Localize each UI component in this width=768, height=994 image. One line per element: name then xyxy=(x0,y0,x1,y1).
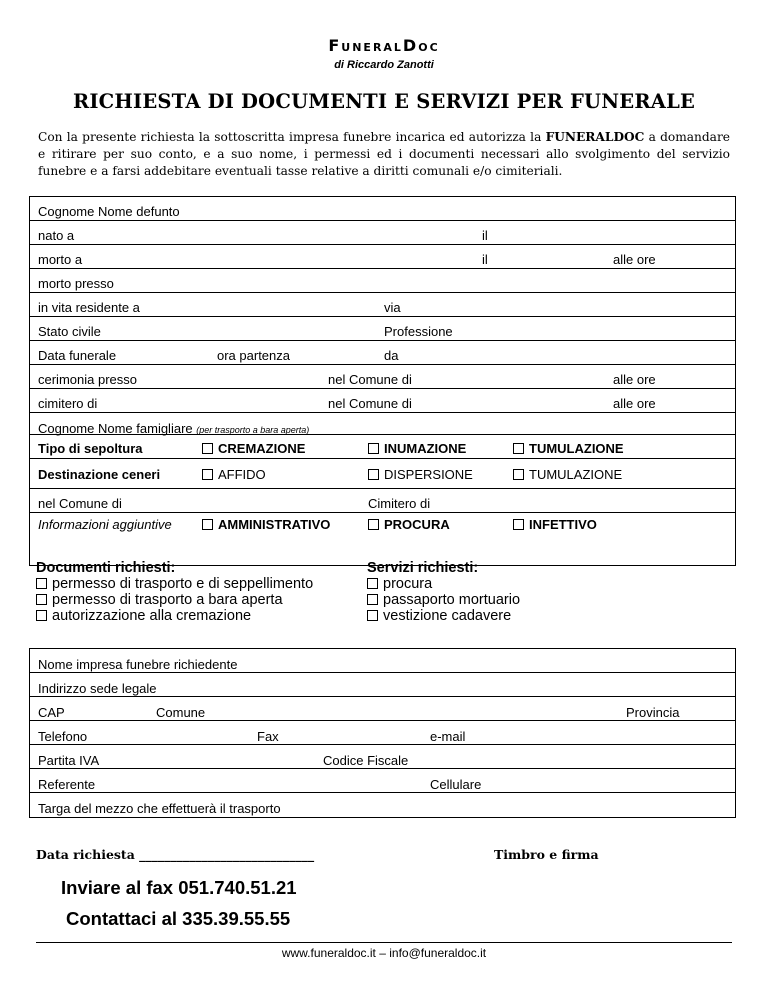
documento-label: permesso di trasporto a bara aperta xyxy=(52,592,283,608)
row-nato xyxy=(30,221,735,245)
checkbox-infettivo[interactable] xyxy=(513,518,597,531)
checkbox-dispersione[interactable] xyxy=(368,468,473,481)
fax-contact: Inviare al fax 051.740.51.21 xyxy=(61,877,297,898)
label-codice-fiscale: Codice Fiscale xyxy=(323,753,409,768)
label-nel-comune: nel Comune di xyxy=(38,496,122,511)
checkbox-icon xyxy=(202,443,213,454)
checkbox-icon xyxy=(513,519,524,530)
label-referente: Referente xyxy=(38,777,96,792)
dispersione-label: DISPERSIONE xyxy=(384,467,473,482)
brand-subtitle: di Riccardo Zanotti xyxy=(334,59,434,71)
page-title: RICHIESTA DI DOCUMENTI E SERVIZI PER FUNERALE xyxy=(72,90,696,113)
label-email: e-mail xyxy=(430,729,466,744)
cremazione-label: CREMAZIONE xyxy=(218,441,306,456)
checkbox-procura[interactable] xyxy=(368,518,450,531)
checkbox-icon xyxy=(202,469,213,480)
row-cap xyxy=(30,697,735,721)
label-tipo-sepoltura: Tipo di sepoltura xyxy=(38,441,143,456)
row-nome-impresa xyxy=(30,649,735,673)
row-morto xyxy=(30,245,735,269)
row-indirizzo xyxy=(30,673,735,697)
phone-contact: Contattaci al 335.39.55.55 xyxy=(66,908,291,929)
procura-label: PROCURA xyxy=(384,517,450,532)
data-richiesta-line: ____________________________ xyxy=(139,847,315,862)
checkbox-icon xyxy=(202,519,213,530)
label-il: il xyxy=(482,252,488,267)
label-nel-comune: nel Comune di xyxy=(328,372,412,387)
label-famigliare xyxy=(38,422,309,435)
checkbox-icon xyxy=(36,594,47,605)
label-via: via xyxy=(384,300,401,315)
label-cerimonia-presso: cerimonia presso xyxy=(38,372,137,387)
label-professione: Professione xyxy=(384,324,453,339)
row-cerimonia xyxy=(30,365,735,389)
label-informazioni-aggiuntive: Informazioni aggiuntive xyxy=(38,517,172,532)
checkbox-icon xyxy=(36,578,47,589)
label-nel-comune: nel Comune di xyxy=(328,396,412,411)
checkbox-inumazione[interactable] xyxy=(368,442,466,455)
label-fax: Fax xyxy=(257,729,279,744)
servizi-section xyxy=(367,560,520,624)
label-il: il xyxy=(482,228,488,243)
checkbox-icon xyxy=(513,443,524,454)
checkbox-affido[interactable] xyxy=(202,468,266,481)
row-stato-civile xyxy=(30,317,735,341)
documenti-section xyxy=(36,560,313,624)
tumulazione-label: TUMULAZIONE xyxy=(529,441,624,456)
label-alle-ore: alle ore xyxy=(613,396,656,411)
label-alle-ore: alle ore xyxy=(613,372,656,387)
deceased-form xyxy=(29,196,736,566)
row-cognome xyxy=(30,197,735,221)
checkbox-documento[interactable] xyxy=(36,576,313,592)
checkbox-servizio[interactable] xyxy=(367,608,520,624)
label-morto-a: morto a xyxy=(38,252,83,267)
label-telefono: Telefono xyxy=(38,729,88,744)
label-cimitero: cimitero di xyxy=(38,396,98,411)
row-nel-comune-cimitero xyxy=(30,489,735,513)
checkbox-icon xyxy=(367,610,378,621)
label-ora-partenza: ora partenza xyxy=(217,348,290,363)
row-informazioni xyxy=(30,513,735,537)
label-comune: Comune xyxy=(156,705,206,720)
documento-label: permesso di trasporto e di seppellimento xyxy=(52,576,314,592)
checkbox-tumulazione[interactable] xyxy=(513,442,624,455)
checkbox-servizio[interactable] xyxy=(367,592,520,608)
label-stato-civile: Stato civile xyxy=(38,324,101,339)
label-indirizzo: Indirizzo sede legale xyxy=(38,681,157,696)
servizio-label: passaporto mortuario xyxy=(383,592,521,608)
documenti-heading: Documenti richiesti: xyxy=(36,560,176,576)
label-cognome-nome-defunto: Cognome Nome defunto xyxy=(38,204,180,219)
row-tipo-sepoltura xyxy=(30,435,735,459)
label-morto-presso: morto presso xyxy=(38,276,114,291)
tumulazione-ceneri-label: TUMULAZIONE xyxy=(529,467,623,482)
timbro-firma: Timbro e firma xyxy=(494,847,599,862)
label-targa: Targa del mezzo che effettuerà il trasporto xyxy=(38,801,281,816)
infettivo-label: INFETTIVO xyxy=(529,517,597,532)
intro-text-end: a domandare e ritirare per suo conto, e a suo nome, i permessi ed i documenti necessari allo svolgimento del servizio funebre e a farsi addebitare eventuali tasse relative a diritti comunali e/o cimiteriali. xyxy=(38,130,730,178)
label-nome-impresa: Nome impresa funebre richiedente xyxy=(38,657,238,672)
row-telefono xyxy=(30,721,735,745)
servizio-label: procura xyxy=(383,576,433,592)
amministrativo-label: AMMINISTRATIVO xyxy=(218,517,331,532)
data-richiesta-label: Data richiesta xyxy=(36,847,135,862)
row-targa xyxy=(30,793,735,817)
label-data-funerale: Data funerale xyxy=(38,348,117,363)
label-nato-a: nato a xyxy=(38,228,75,243)
label-destinazione-ceneri: Destinazione ceneri xyxy=(38,467,161,482)
checkbox-icon xyxy=(513,469,524,480)
famigliare-text: Cognome Nome famigliare xyxy=(38,421,193,436)
checkbox-servizio[interactable] xyxy=(367,576,520,592)
checkbox-icon xyxy=(367,594,378,605)
label-partita-iva: Partita IVA xyxy=(38,753,100,768)
footer-website[interactable]: www.funeraldoc.it – info@funeraldoc.it xyxy=(281,946,487,960)
row-morto-presso xyxy=(30,269,735,293)
checkbox-amministrativo[interactable] xyxy=(202,518,330,531)
documento-label: autorizzazione alla cremazione xyxy=(52,608,252,624)
brand-logo: FuneralDoc xyxy=(328,36,440,55)
servizi-heading: Servizi richiesti: xyxy=(367,560,479,576)
label-da: da xyxy=(384,348,399,363)
checkbox-documento[interactable] xyxy=(36,592,313,608)
checkbox-tumulazione-ceneri[interactable] xyxy=(513,468,622,481)
famigliare-note: (per trasporto a bara aperta) xyxy=(196,425,310,435)
affido-label: AFFIDO xyxy=(218,467,266,482)
footer-divider xyxy=(36,942,732,943)
row-destinazione xyxy=(30,459,735,489)
intro-brand: FUNERALDOC xyxy=(545,130,645,144)
label-cimitero-di: Cimitero di xyxy=(368,496,431,511)
impresa-form xyxy=(29,648,736,818)
label-provincia: Provincia xyxy=(626,705,680,720)
label-cellulare: Cellulare xyxy=(430,777,482,792)
row-partita-iva xyxy=(30,745,735,769)
checkbox-documento[interactable] xyxy=(36,608,313,624)
checkbox-cremazione[interactable] xyxy=(202,442,305,455)
row-residente xyxy=(30,293,735,317)
row-cimitero xyxy=(30,389,735,413)
checkbox-icon xyxy=(367,578,378,589)
checkbox-icon xyxy=(368,519,379,530)
label-alle-ore: alle ore xyxy=(613,252,656,267)
label-cap: CAP xyxy=(38,705,65,720)
checkbox-icon xyxy=(36,610,47,621)
checkbox-icon xyxy=(368,469,379,480)
checkbox-icon xyxy=(368,443,379,454)
row-data-funerale xyxy=(30,341,735,365)
row-referente xyxy=(30,769,735,793)
row-famigliare xyxy=(30,413,735,435)
data-richiesta xyxy=(36,847,314,862)
intro-paragraph xyxy=(38,129,730,180)
servizio-label: vestizione cadavere xyxy=(383,608,512,624)
inumazione-label: INUMAZIONE xyxy=(384,441,467,456)
label-residente: in vita residente a xyxy=(38,300,140,315)
intro-text-start: Con la presente richiesta la sottoscritta impresa funebre incarica ed autorizza la xyxy=(38,130,546,144)
